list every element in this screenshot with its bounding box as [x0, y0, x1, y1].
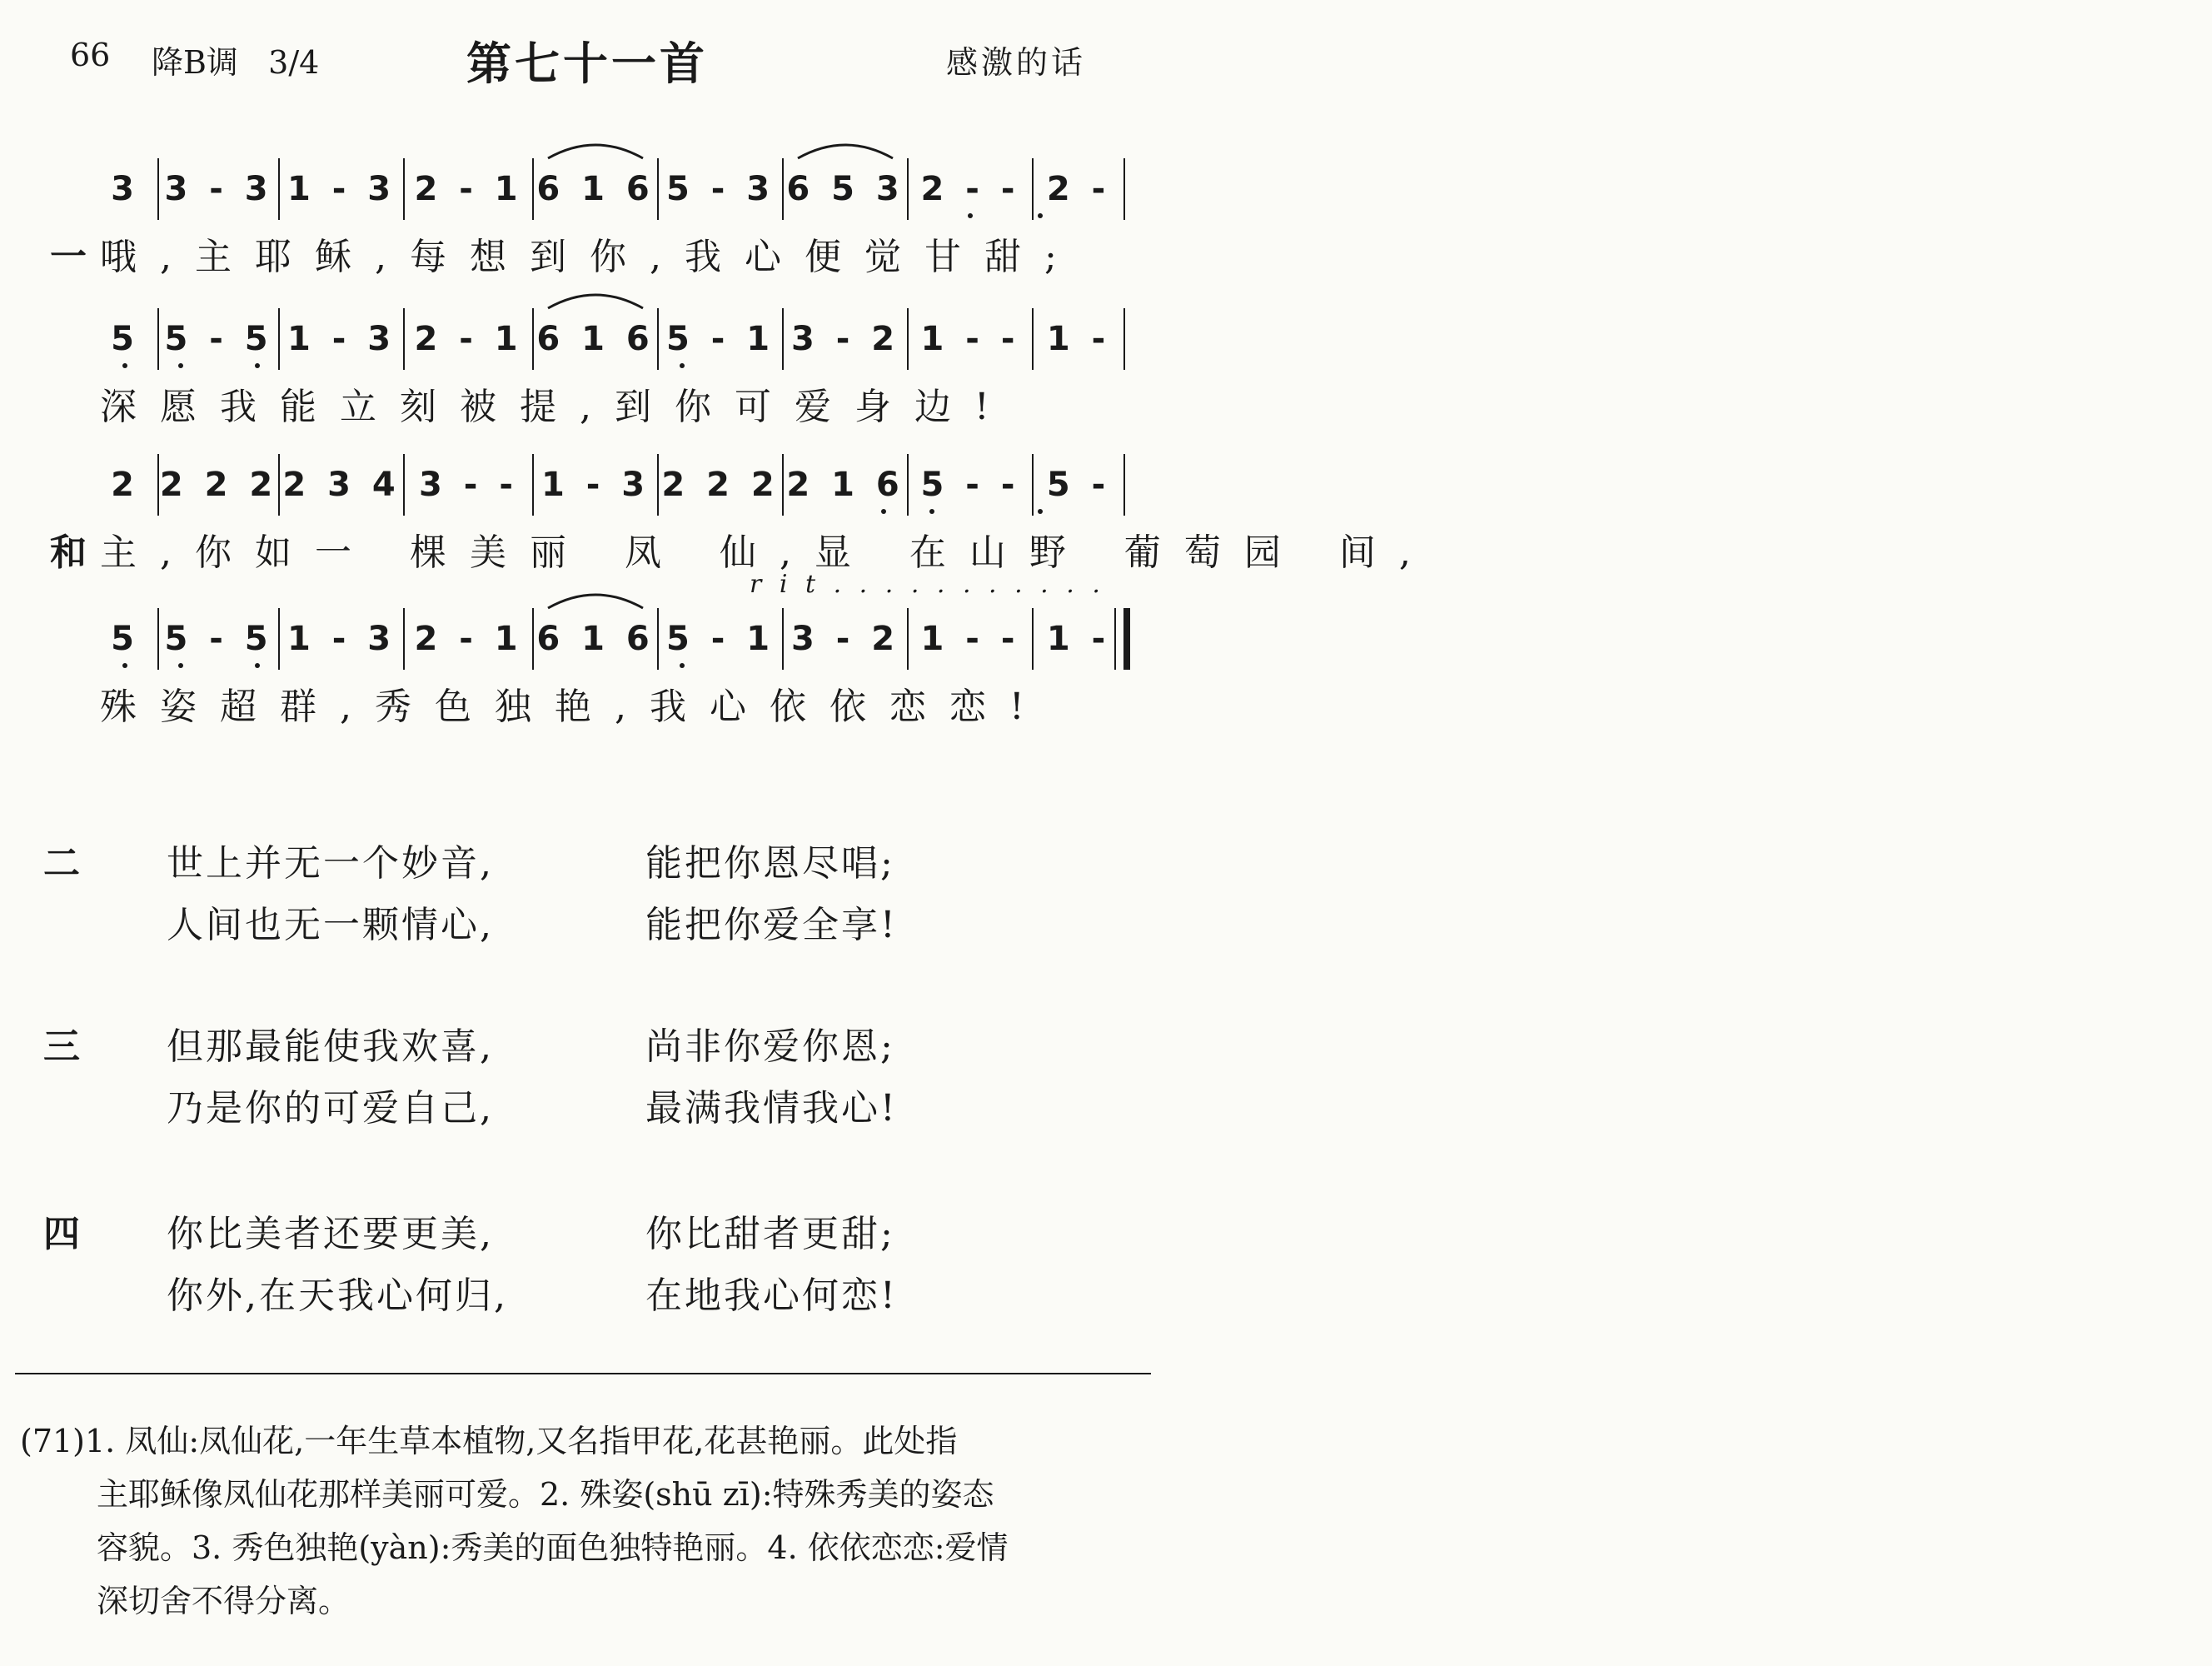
barline	[907, 308, 909, 370]
book-title: 感激的话	[946, 44, 1087, 81]
hymn-title: 第七十一首	[466, 37, 708, 90]
measure: 6 1 6	[536, 320, 655, 358]
octave-dot	[929, 509, 934, 514]
verse-line-first-half: 人间也无一颗情心,	[167, 904, 494, 946]
lyric-line: 深愿我能立刻被提,到你可爱身边!	[100, 386, 1013, 428]
octave-dot	[881, 509, 886, 514]
verse-marker: 和	[50, 531, 87, 574]
pickup-note: 5	[111, 620, 139, 658]
verse-line-first-half: 乃是你的可爱自己,	[167, 1087, 494, 1130]
measure: 1 - -	[920, 320, 1020, 358]
key-time-signature: 降B调 3/4	[152, 44, 320, 81]
measure: 2 - 1	[414, 170, 523, 208]
slur	[1046, 432, 2212, 457]
octave-dot	[680, 363, 685, 368]
barline	[532, 158, 534, 220]
lyric-line: 主,你如一 棵美丽 凤 仙,显 在山野 葡萄园 间,	[100, 531, 1434, 574]
barline	[782, 454, 784, 516]
measure: 2 1 6	[786, 466, 904, 504]
barline	[907, 454, 909, 516]
measure: 2 - 1	[414, 620, 523, 658]
measure: 6 1 6	[536, 170, 655, 208]
measure: 5 -	[1046, 466, 1111, 504]
measure: 2 -	[1046, 170, 1111, 208]
barline	[1032, 308, 1034, 370]
barline	[278, 608, 280, 670]
measure: 5 - 3	[665, 170, 775, 208]
barline	[657, 454, 659, 516]
page-number: 66	[70, 37, 111, 73]
pickup-note: 2	[111, 466, 139, 504]
octave-dot	[1038, 213, 1043, 218]
barline	[532, 608, 534, 670]
barline	[907, 158, 909, 220]
verse-line-first-half: 但那最能使我欢喜,	[167, 1025, 494, 1068]
slur	[1046, 137, 2212, 162]
verse-line-second-half: 能把你恩尽唱;	[645, 842, 895, 885]
score-line	[0, 454, 1434, 579]
slur	[546, 287, 645, 312]
score-line	[0, 308, 1166, 433]
barline	[657, 158, 659, 220]
octave-dot	[968, 213, 973, 218]
measure: 2 - -	[920, 170, 1020, 208]
verse-line-second-half: 能把你爱全享!	[645, 904, 898, 946]
measure: 2 2 2	[159, 466, 278, 504]
octave-dot	[178, 363, 183, 368]
final-barline	[1123, 608, 1130, 670]
octave-dot	[1038, 509, 1043, 514]
measure: 2 - 1	[414, 320, 523, 358]
barline	[157, 158, 159, 220]
barline	[782, 158, 784, 220]
barline	[278, 454, 280, 516]
barline	[1032, 454, 1034, 516]
octave-dot	[255, 363, 260, 368]
octave-dot	[680, 663, 685, 668]
measure: 3 - 3	[164, 170, 273, 208]
verse-line-second-half: 在地我心何恋!	[645, 1274, 898, 1317]
barline	[278, 158, 280, 220]
barline	[278, 308, 280, 370]
measure: 1 - 3	[541, 466, 650, 504]
score-line	[0, 570, 1166, 733]
barline	[1114, 608, 1116, 670]
measure: 1 -	[1046, 320, 1111, 358]
barline	[782, 308, 784, 370]
verse-line-first-half: 世上并无一个妙音,	[167, 842, 494, 885]
measure: 6 5 3	[786, 170, 904, 208]
barline	[157, 608, 159, 670]
measure: 5 - -	[920, 466, 1020, 504]
barline	[657, 608, 659, 670]
lyric-line: 哦,主耶稣,每想到你,我心便觉甘甜;	[100, 236, 1080, 278]
footnote-line: (71)1. 凤仙:凤仙花,一年生草本植物,又名指甲花,花甚艳丽。此处指	[20, 1423, 958, 1459]
verse-line-first-half: 你比美者还要更美,	[167, 1213, 494, 1255]
verse-number: 四	[43, 1213, 80, 1255]
slur	[1046, 287, 2212, 312]
measure: 1 -	[1046, 620, 1111, 658]
measure: 2 2 2	[661, 466, 780, 504]
measure: 3 - -	[419, 466, 518, 504]
measure: 5 - 5	[164, 320, 273, 358]
barline	[907, 608, 909, 670]
measure: 2 3 4	[282, 466, 401, 504]
slur	[796, 137, 894, 162]
verse-line-second-half: 最满我情我心!	[645, 1087, 898, 1130]
barline	[1032, 158, 1034, 220]
barline	[1032, 608, 1034, 670]
barline	[157, 454, 159, 516]
pickup-note: 3	[111, 170, 139, 208]
barline	[403, 454, 405, 516]
score-line	[0, 158, 1166, 283]
measure: 3 - 2	[790, 320, 900, 358]
barline	[532, 454, 534, 516]
pickup-note: 5	[111, 320, 139, 358]
measure: 5 - 1	[665, 320, 775, 358]
barline	[1123, 308, 1125, 370]
barline	[403, 308, 405, 370]
measure: 1 - 3	[286, 320, 396, 358]
barline	[782, 608, 784, 670]
measure: 1 - 3	[286, 170, 396, 208]
footnote-line: 主耶稣像凤仙花那样美丽可爱。2. 殊姿(shū zī):特殊秀美的姿态	[97, 1476, 994, 1513]
verse-line-second-half: 尚非你爱你恩;	[645, 1025, 895, 1068]
measure: 1 - 3	[286, 620, 396, 658]
barline	[403, 608, 405, 670]
verse-line-first-half: 你外,在天我心何归,	[167, 1274, 508, 1317]
barline	[1123, 158, 1125, 220]
slur	[546, 137, 645, 162]
octave-dot	[122, 663, 127, 668]
measure: 1 - -	[920, 620, 1020, 658]
barline	[157, 308, 159, 370]
measure: 6 1 6	[536, 620, 655, 658]
footnote-divider	[15, 1373, 1151, 1374]
measure: 5 - 5	[164, 620, 273, 658]
barline	[403, 158, 405, 220]
barline	[1123, 454, 1125, 516]
barline	[657, 308, 659, 370]
barline	[532, 308, 534, 370]
slur	[1046, 586, 2212, 611]
verse-line-second-half: 你比甜者更甜;	[645, 1213, 895, 1255]
measure: 3 - 2	[790, 620, 900, 658]
verse-number: 二	[43, 842, 80, 885]
verse-marker: 一	[50, 236, 87, 278]
octave-dot	[178, 663, 183, 668]
footnote-line: 深切舍不得分离。	[97, 1583, 351, 1619]
verse-number: 三	[43, 1025, 80, 1068]
footnote	[20, 1414, 1146, 1628]
octave-dot	[122, 363, 127, 368]
octave-dot	[255, 663, 260, 668]
footnote-line: 容貌。3. 秀色独艳(yàn):秀美的面色独特艳丽。4. 依依恋恋:爱情	[97, 1529, 1009, 1566]
measure: 5 - 1	[665, 620, 775, 658]
lyric-line: 殊姿超群,秀色独艳,我心依依恋恋!	[100, 686, 1048, 728]
ritardando-mark: r i t . . . . . . . . . . .	[750, 570, 1105, 599]
slur	[546, 586, 645, 611]
